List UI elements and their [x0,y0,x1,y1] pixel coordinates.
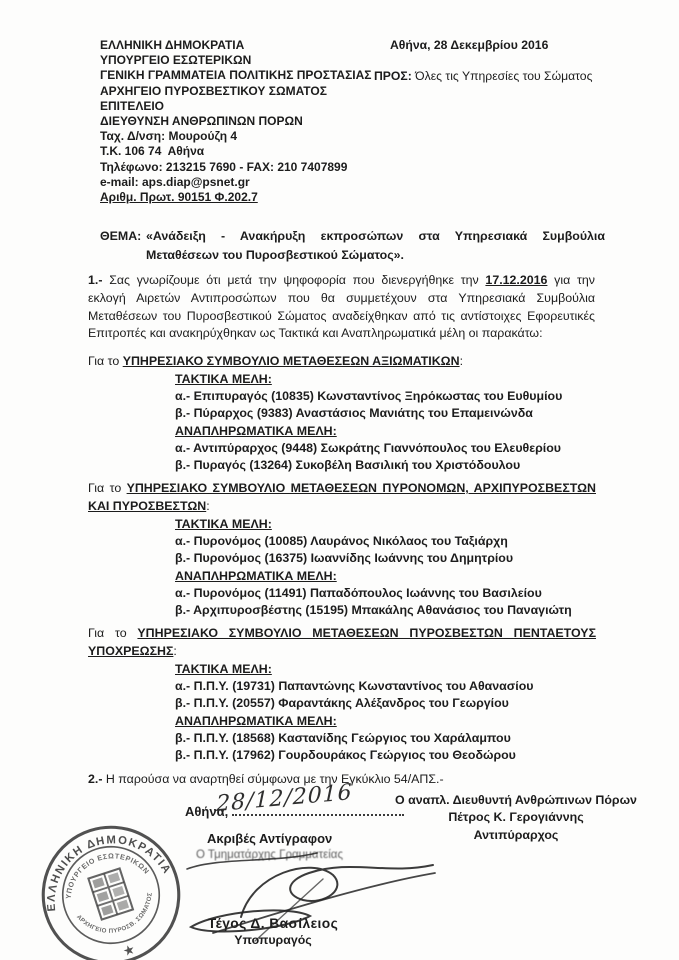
letterhead-line: ΥΠΟΥΡΓΕΙΟ ΕΣΩΤΕΡΙΚΩΝ [100,53,252,68]
regular-members-label: ΤΑΚΤΙΚΑ ΜΕΛΗ: [175,517,272,531]
paragraph-1-text-a: Σας γνωρίζουμε ότι μετά την ψηφοφορία που διενεργήθηκε την [102,273,486,287]
alternate-members-label: ΑΝΑΠΛΗΡΩΜΑΤΙΚΑ ΜΕΛΗ: [175,423,337,438]
section-colon: : [459,354,464,368]
section-heading [88,479,596,515]
certified-copy-label: Ακριβές Αντίγραφον [207,831,333,846]
stamp-emblem [88,868,133,919]
letterhead-line: ΕΛΛΗΝΙΚΗ ΔΗΜΟΚΡΑΤΙΑ [100,38,245,52]
recipient-line [374,69,592,83]
regular-members [175,388,596,422]
council-section-sergeants [88,479,596,619]
member-line: α.- Αντιπύραρχος (9448) Σωκράτης Γιαννόπουλος του Ελευθερίου [175,440,561,455]
member-block [175,371,596,474]
letterhead-lines [100,38,371,190]
signatory-block [378,792,654,844]
stamp-inner-top-text: ΥΠΟΥΡΓΕΙΟ ΕΣΩΤΕΡΙΚΩΝ [64,852,151,900]
paragraph-1 [88,272,595,343]
regular-members-label: ΤΑΚΤΙΚΑ ΜΕΛΗ: [175,372,272,386]
paragraph-2-text: Η παρούσα να αναρτηθεί σύμφωνα με την Εγκύκλιο 54/ΑΠΣ.- [102,772,444,786]
paragraph-2-number: 2.- [88,772,103,786]
member-line: α.- Επιπυραγός (10835) Κωνσταντίνος Ξηρόκωστας του Ευθυμίου [175,389,563,404]
paragraph-1-number: 1.- [88,273,103,287]
alternate-members [175,730,596,764]
election-date: 17.12.2016 [485,273,548,287]
section-colon: : [173,644,177,658]
alternate-members [175,440,596,474]
letterhead-line: Τ.Κ. 106 74 Αθήνα [100,144,205,159]
paragraph-1-text-b: για την εκλογή Αιρετών Αντιπροσώπων που θα συμμετέχουν στα Υπηρεσιακά Συμβούλια Μεταθέσεων του Πυροσβεστικού Σώματος αναδείχθηκαν από τις αντίστοιχες Εφορευτικές Επιτροπές και ανακηρύχθηκαν ως Τακτικά και Αναπληρωματικά μέλη οι παρακάτω: [88,273,595,341]
letterhead [100,38,371,205]
letterhead-line: Τηλέφωνο: 213215 7690 - FAX: 210 7407899 [100,159,348,174]
recipient-text: Όλες τις Υπηρεσίες του Σώματος [411,69,593,83]
section-lead: Για το [88,354,123,368]
stamp-outer-text: ΕΛΛΗΝΙΚΗ ΔΗΜΟΚΡΑΤΙΑ [45,834,174,912]
member-line: β.- Αρχιπυροσβέστης (15195) Μπακάλης Αθανάσιος του Παναγιώτη [175,603,572,618]
official-stamp [14,798,208,960]
stamp-star-icon: ★ [120,941,137,960]
council-section-officers [88,352,596,474]
section-lead: Για το [88,626,138,640]
regular-members-label: ΤΑΚΤΙΚΑ ΜΕΛΗ: [175,662,272,676]
council-section-five-year [88,624,596,764]
member-line: β.- Πυρονόμος (16375) Ιωαννίδης Ιωάννης του Δημητρίου [175,551,514,566]
handwritten-date: 28/12/2016 [216,779,353,818]
member-line: α.- Π.Π.Υ. (19731) Παπαντώνης Κωνσταντίνος του Αθανασίου [175,679,534,694]
member-line: β.- Πύραρχος (9383) Αναστάσιος Μανιάτης του Επαμεινώνδα [175,406,533,421]
protocol-number: Αριθμ. Πρωτ. 90151 Φ.202.7 [100,190,258,205]
section-title: ΥΠΗΡΕΣΙΑΚΟ ΣΥΜΒΟΥΛΙΟ ΜΕΤΑΘΕΣΕΩΝ ΑΞΙΩΜΑΤΙΚΩΝ [122,354,460,368]
member-line: β.- Π.Π.Υ. (17962) Γουρδουράκος Γεώργιος του Θεοδώρου [175,748,516,763]
document-date: Αθήνα, 28 Δεκεμβρίου 2016 [390,38,549,52]
letterhead-line: ΓΕΝΙΚΗ ΓΡΑΜΜΑΤΕΙΑ ΠΟΛΙΤΙΚΗΣ ΠΡΟΣΤΑΣΙΑΣ [100,68,372,83]
member-line: β.- Πυραγός (13264) Συκοβέλη Βασιλική του Χριστόδουλου [175,458,521,473]
recipient-label: ΠΡΟΣ: [374,69,412,83]
place-label: Αθήνα, [185,804,229,819]
section-colon: : [206,499,210,513]
member-block [175,661,596,764]
member-line: β.- Π.Π.Υ. (20557) Φαραντάκης Αλέξανδρος του Γεωργίου [175,696,509,711]
member-line: α.- Πυρονόμος (11491) Παπαδόπουλος Ιωάννης του Βασιλείου [175,585,542,600]
member-block [175,516,596,619]
letterhead-line: e-mail: aps.diap@psnet.gr [100,174,250,189]
regular-members [175,533,596,567]
section-title: ΥΠΗΡΕΣΙΑΚΟ ΣΥΜΒΟΥΛΙΟ ΜΕΤΑΘΕΣΕΩΝ ΠΥΡΟΝΟΜΩΝ, ΑΡΧΙΠΥΡΟΣΒΕΣΤΩΝ ΚΑΙ ΠΥΡΟΣΒΕΣΤΩΝ [88,481,596,513]
alternate-members-label: ΑΝΑΠΛΗΡΩΜΑΤΙΚΑ ΜΕΛΗ: [175,713,337,728]
regular-members [175,678,596,712]
alternate-members-label: ΑΝΑΠΛΗΡΩΜΑΤΙΚΑ ΜΕΛΗ: [175,568,337,583]
certifier-role: Ο Τμηματάρχης Γραμματείας [196,849,343,861]
certifier-rank: Υποπυραγός [234,933,312,947]
section-title: ΥΠΗΡΕΣΙΑΚΟ ΣΥΜΒΟΥΛΙΟ ΜΕΤΑΘΕΣΕΩΝ ΠΥΡΟΣΒΕΣΤΩΝ ΠΕΝΤΑΕΤΟΥΣ ΥΠΟΧΡΕΩΣΗΣ [88,626,597,658]
signatory-line: Αντιπύραρχος [473,827,559,842]
certifier-name: Τέγος Δ. Βασίλειος [207,916,339,931]
subject-row [100,227,605,264]
subject-label: ΘΕΜΑ: [100,229,142,243]
alternate-members [175,585,596,619]
section-heading [88,624,596,660]
section-heading [88,352,596,370]
subject-text: «Ανάδειξη - Ανακήρυξη εκπροσώπων στα Υπηρεσιακά Συμβούλια Μεταθέσεων του Πυροσβεστικού Σώματος». [146,229,605,262]
section-lead: Για το [88,481,127,495]
member-line: α.- Πυρονόμος (10085) Λαυράνος Νικόλαος του Ταξιάρχη [175,534,508,549]
signatory-line: Πέτρος Κ. Γερογιάννης [448,810,584,825]
letterhead-line: ΑΡΧΗΓΕΙΟ ΠΥΡΟΣΒΕΣΤΙΚΟΥ ΣΩΜΑΤΟΣ [100,83,327,98]
member-line: β.- Π.Π.Υ. (18568) Καστανίδης Γεώργιος του Χαράλαμπου [175,730,511,745]
letterhead-line: ΔΙΕΥΘΥΝΣΗ ΑΝΘΡΩΠΙΝΩΝ ΠΟΡΩΝ [100,114,303,129]
letterhead-line: Ταχ. Δ/νση: Μουρούζη 4 [100,129,238,144]
signatory-line: Ο αναπλ. Διευθυντή Ανθρώπινων Πόρων [395,793,637,807]
stamp-inner-bottom-text: ΑΡΧΗΓΕΙΟ ΠΥΡΟΣΒ. ΣΩΜΑΤΟΣ [75,891,154,935]
letterhead-line: ΕΠΙΤΕΛΕΙΟ [100,98,165,113]
